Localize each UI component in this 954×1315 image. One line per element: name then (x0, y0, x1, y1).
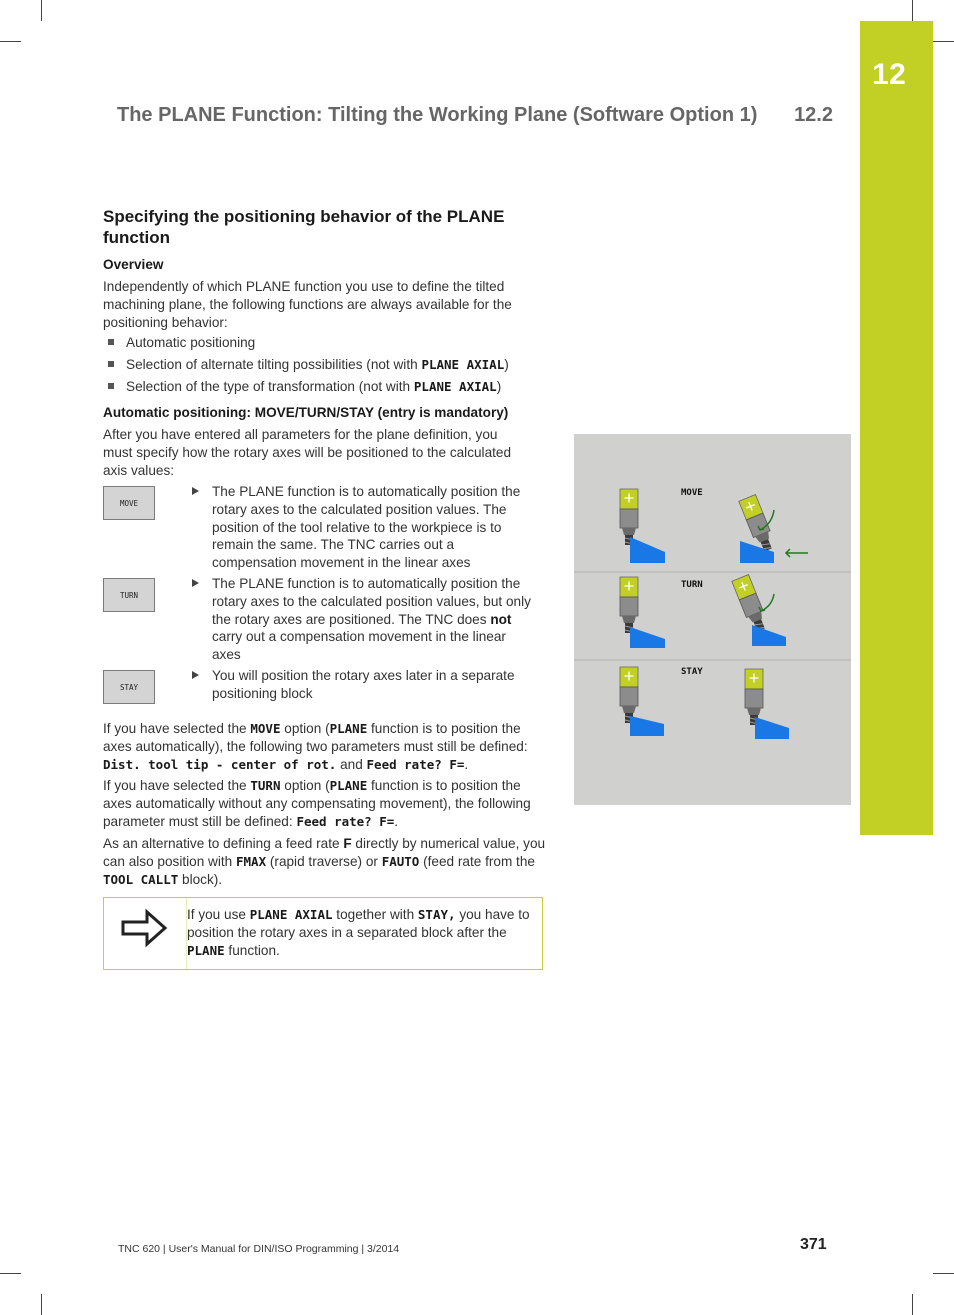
triangle-bullet-icon (192, 487, 199, 495)
header-section: 12.2 (794, 104, 833, 126)
footer-text: TNC 620 | User's Manual for DIN/ISO Programming | 3/2014 (118, 1243, 400, 1255)
running-header (117, 104, 833, 127)
list-item: Selection of alternate tilting possibilities (not with PLANE AXIAL) (103, 356, 509, 374)
bullet-icon (108, 339, 114, 345)
chapter-number: 12 (872, 58, 907, 91)
move-description: The PLANE function is to automatically position the rotary axes to the calculated position values. The position of the tool relative to the workpiece is to remain the same. The TNC carries out a compensation movement in the linear axes (192, 483, 537, 572)
crop-mark (933, 1273, 954, 1274)
note-text: If you use PLANE AXIAL together with STAY, you have to position the rotary axes in a separated block after the PLANE function. (187, 907, 530, 958)
header-title: The PLANE Function: Tilting the Working Plane (Software Option 1) (117, 104, 758, 126)
turn-paragraph: If you have selected the TURN option (PLANE function is to position the axes automatically without any compensating movement), the following parameter must still be defined: Feed rate? F=. (103, 778, 531, 829)
overview-intro: Independently of which PLANE function you use to define the tilted machining plane, the following functions are always available for the positioning behavior: (103, 279, 512, 330)
positioning-figure (574, 434, 851, 805)
figure-label-stay: STAY (681, 667, 703, 677)
list-item: Automatic positioning (103, 334, 255, 352)
move-paragraph: If you have selected the MOVE option (PLANE function is to position the axes automatically), the following two parameters must still be defined: Dist. tool tip - center of rot. and Feed rate? F=. (103, 721, 528, 772)
stay-description: You will position the rotary axes later in a separate positioning block (192, 667, 537, 703)
triangle-bullet-icon (192, 579, 199, 587)
auto-heading: Automatic positioning: MOVE/TURN/STAY (entry is mandatory) (103, 405, 509, 420)
chapter-tab (860, 21, 933, 835)
note-box (103, 897, 543, 970)
move-softkey[interactable]: MOVE (103, 486, 155, 520)
bullet-icon (108, 361, 114, 367)
turn-softkey[interactable]: TURN (103, 578, 155, 612)
turn-description: The PLANE function is to automatically position the rotary axes to the calculated position values, but only the rotary axes are positioned. The TNC does not carry out a compensation movement in the linear axes (192, 575, 537, 664)
triangle-bullet-icon (192, 671, 199, 679)
right-arrow-icon (120, 908, 170, 953)
crop-mark (912, 0, 913, 21)
crop-mark (0, 1273, 21, 1274)
auto-intro: After you have entered all parameters for the plane definition, you must specify how the rotary axes will be positioned to the calculated axis values: (103, 427, 512, 478)
page-number: 371 (800, 1236, 827, 1253)
move-panel (620, 489, 808, 563)
turn-panel (620, 575, 786, 648)
overview-heading: Overview (103, 257, 164, 272)
stay-softkey[interactable]: STAY (103, 670, 155, 704)
crop-mark (0, 41, 21, 42)
crop-mark (933, 41, 954, 42)
feed-paragraph: As an alternative to defining a feed rate F directly by numerical value, you can also position with FMAX (rapid traverse) or FAUTO (feed rate from the TOOL CALLT block). (103, 836, 546, 887)
figure-label-turn: TURN (681, 580, 703, 590)
crop-mark (912, 1294, 913, 1315)
figure-label-move: MOVE (681, 488, 703, 498)
crop-mark (41, 1294, 42, 1315)
crop-mark (41, 0, 42, 21)
stay-panel (620, 667, 789, 739)
bullet-icon (108, 383, 114, 389)
list-item: Selection of the type of transformation (not with PLANE AXIAL) (103, 378, 501, 396)
section-heading: Specifying the positioning behavior of the PLANE function (103, 207, 505, 247)
